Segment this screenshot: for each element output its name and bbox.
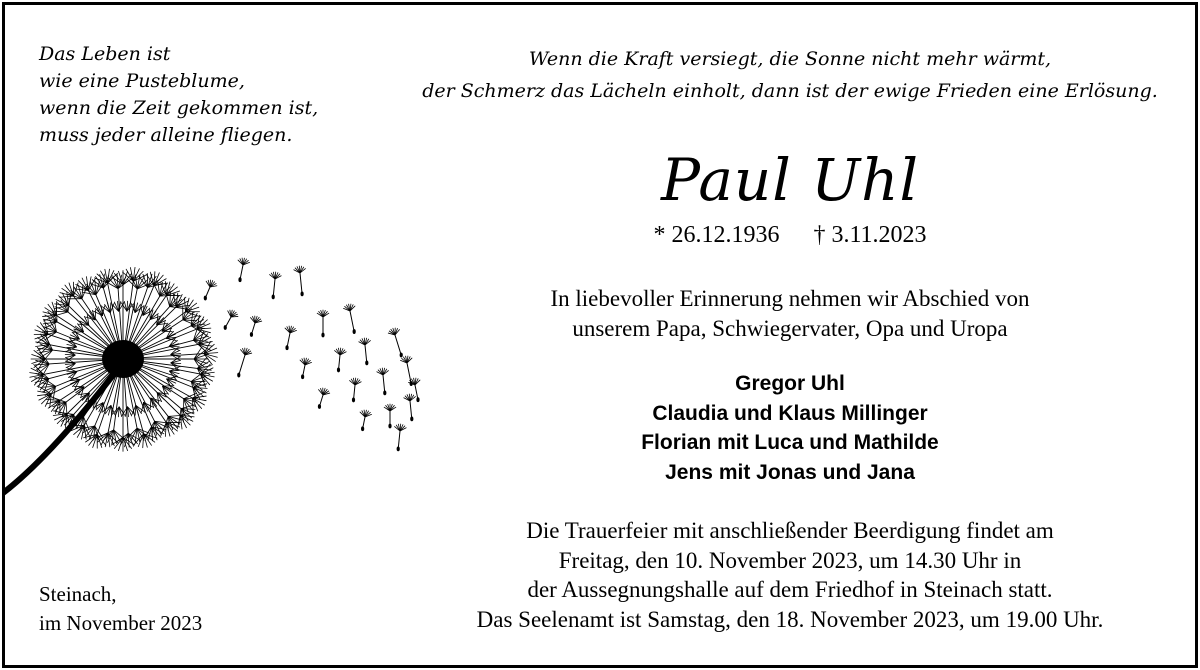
- dandelion-core: [102, 340, 144, 378]
- intro-line: In liebevoller Erinnerung nehmen wir Abschied von: [550, 286, 1030, 311]
- birth-date: * 26.12.1936: [653, 222, 780, 248]
- intro-text: [405, 284, 1175, 344]
- place-and-date: [39, 580, 339, 638]
- motto-line: der Schmerz das Lächeln einholt, dann ist der ewige Frieden eine Erlösung.: [422, 80, 1158, 102]
- obituary-notice: [2, 2, 1198, 668]
- poem-line: muss jeder alleine fliegen.: [39, 124, 293, 146]
- funeral-line: Die Trauerfeier mit anschließender Beerdigung findet am: [526, 518, 1054, 543]
- mourner-name: Florian mit Luca und Mathilde: [641, 431, 939, 454]
- dandelion-icon: [5, 235, 445, 515]
- mourner-name: Jens mit Jonas und Jana: [665, 460, 915, 484]
- funeral-line: der Aussegnungshalle auf dem Friedhof in Steinach statt.: [527, 577, 1053, 602]
- motto: [405, 43, 1175, 107]
- deceased-name: Paul Uhl: [660, 146, 920, 214]
- poem-line: wenn die Zeit gekommen ist,: [39, 97, 319, 119]
- place-line: Steinach,: [39, 582, 117, 606]
- funeral-details: [395, 516, 1185, 634]
- death-date: † 3.11.2023: [813, 222, 927, 248]
- dandelion-stem: [5, 370, 117, 493]
- funeral-line: Das Seelenamt ist Samstag, den 18. November 2023, um 19.00 Uhr.: [476, 606, 1104, 632]
- poem: [39, 41, 369, 149]
- mourners-list: [485, 369, 1095, 487]
- place-line: im November 2023: [39, 611, 203, 635]
- funeral-line: Freitag, den 10. November 2023, um 14.30 Uhr in: [558, 547, 1022, 573]
- mourner-name: Gregor Uhl: [735, 372, 845, 395]
- poem-line: Das Leben ist: [39, 43, 171, 65]
- motto-line: Wenn die Kraft versiegt, die Sonne nicht mehr wärmt,: [528, 48, 1052, 70]
- life-dates: [485, 219, 1095, 251]
- poem-line: wie eine Pusteblume,: [39, 70, 245, 92]
- mourner-name: Claudia und Klaus Millinger: [652, 401, 928, 425]
- flying-seeds: [204, 258, 420, 451]
- intro-line: unserem Papa, Schwiegervater, Opa und Uropa: [572, 316, 1008, 341]
